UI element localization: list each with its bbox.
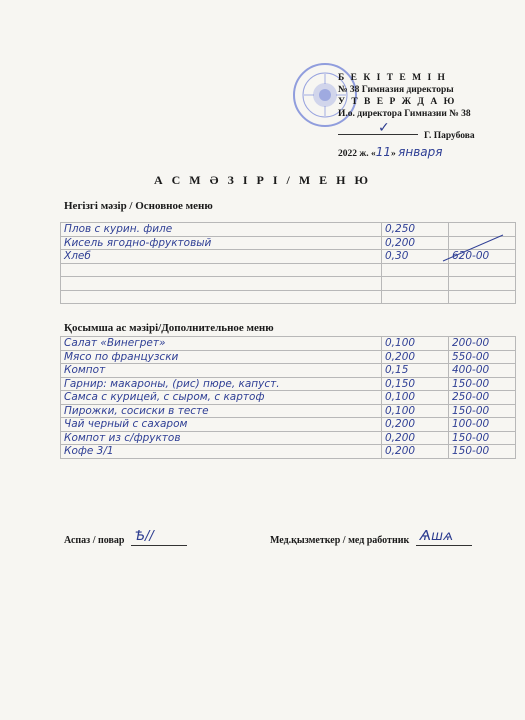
item-price: 100-00 [449, 418, 516, 432]
signature-line [338, 134, 418, 135]
item-weight: 0,100 [382, 337, 449, 351]
cook-label: Аспаз / повар [64, 535, 125, 546]
approval-line-school-ru: И.о. директора Гимназии № 38 [338, 109, 471, 119]
item-name: Плов с курин. филе [61, 223, 382, 237]
medic-signature-line [416, 529, 472, 546]
item-name: Чай черный с сахаром [61, 418, 382, 432]
item-name: Салат «Винегрет» [61, 337, 382, 351]
director-signature: ✓ [378, 120, 390, 136]
cook-signature: Ѣ// [134, 529, 154, 544]
item-price: 200-00 [449, 337, 516, 351]
item-name: Гарнир: макароны, (рис) пюре, капуст. [61, 377, 382, 391]
item-price: 250-00 [449, 391, 516, 405]
medic-label: Мед.қызметкер / мед работник [270, 535, 410, 546]
approval-block [338, 72, 475, 141]
item-name: Компот из с/фруктов [61, 431, 382, 445]
item-name: Пирожки, сосиски в тесте [61, 404, 382, 418]
item-weight: 0,200 [382, 445, 449, 459]
table-row [61, 445, 516, 459]
item-name [61, 277, 382, 291]
table-row [61, 277, 516, 291]
item-weight: 0,100 [382, 404, 449, 418]
item-name: Кисель ягодно-фруктовый [61, 236, 382, 250]
approval-date [338, 145, 443, 159]
table-row [61, 350, 516, 364]
approval-line-school-kz: № 38 Гимназия директоры [338, 85, 454, 95]
item-weight: 0,200 [382, 431, 449, 445]
item-weight: 0,100 [382, 391, 449, 405]
cook-signature-line [131, 529, 187, 546]
additional-menu-table [60, 336, 516, 459]
item-name [61, 290, 382, 304]
table-row [61, 391, 516, 405]
item-weight [382, 277, 449, 291]
table-row [61, 263, 516, 277]
item-weight: 0,200 [382, 418, 449, 432]
approval-line-ru: У Т В Е Р Ж Д А Ю [338, 97, 457, 107]
item-weight: 0,200 [382, 350, 449, 364]
main-menu-bracket [441, 233, 505, 263]
table-row [61, 377, 516, 391]
item-price: 150-00 [449, 445, 516, 459]
item-weight: 0,250 [382, 223, 449, 237]
item-name: Компот [61, 364, 382, 378]
table-row [61, 290, 516, 304]
item-name: Мясо по французски [61, 350, 382, 364]
page-title: А С М Ә З І Р І / М Е Н Ю [153, 173, 372, 187]
item-name: Кофе 3/1 [61, 445, 382, 459]
date-mid: » [391, 149, 396, 159]
item-price: 150-00 [449, 404, 516, 418]
item-name: Хлеб [61, 250, 382, 264]
item-price: 550-00 [449, 350, 516, 364]
item-weight: 0,30 [382, 250, 449, 264]
item-weight [382, 290, 449, 304]
main-menu-heading: Негізгі мәзір / Основное меню [64, 200, 213, 212]
item-price: 620-00 [449, 250, 516, 264]
table-row [61, 337, 516, 351]
table-row [61, 431, 516, 445]
item-price: 400-00 [449, 364, 516, 378]
item-price [449, 290, 516, 304]
item-weight [382, 263, 449, 277]
table-row [61, 364, 516, 378]
medic-signature: Ѧшѧ [419, 529, 454, 544]
item-name [61, 263, 382, 277]
date-month: января [398, 145, 443, 159]
item-price: 150-00 [449, 377, 516, 391]
date-prefix: 2022 ж. « [338, 149, 376, 159]
table-row [61, 404, 516, 418]
medic-signature-block [270, 529, 472, 546]
item-price [449, 263, 516, 277]
item-name: Самса с курицей, с сыром, с картоф [61, 391, 382, 405]
cook-signature-block [64, 529, 187, 546]
item-weight: 0,200 [382, 236, 449, 250]
approval-line-kz: Б Е К І Т Е М І Н [338, 73, 447, 83]
date-day: 11 [375, 145, 392, 159]
additional-menu-heading: Қосымша ас мәзірі/Дополнительное меню [64, 322, 274, 334]
item-price: 150-00 [449, 431, 516, 445]
signer-name: Г. Парубова [424, 131, 475, 141]
table-row [61, 418, 516, 432]
item-weight: 0,15 [382, 364, 449, 378]
item-weight: 0,150 [382, 377, 449, 391]
item-price [449, 277, 516, 291]
